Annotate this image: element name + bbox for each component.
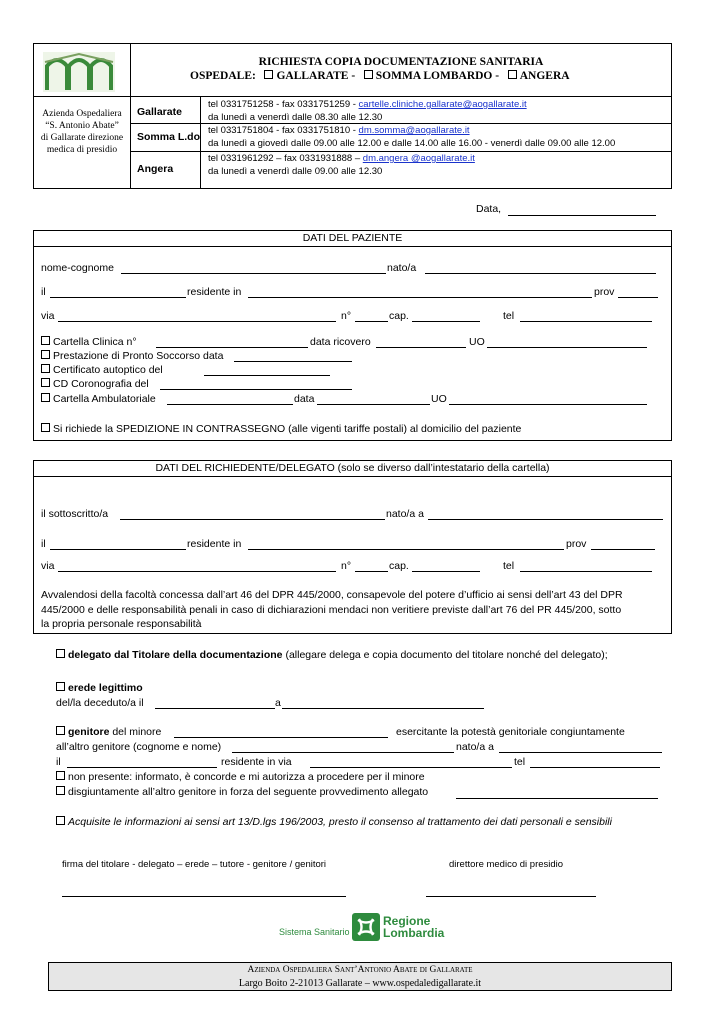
- patient-birthplace-label: nato/a: [387, 262, 417, 274]
- potesta-label: esercitante la potestà genitoriale congiuntamente: [396, 726, 625, 738]
- ambulatoriale-uo-label: UO: [431, 393, 447, 405]
- ospedale-label: OSPEDALE:: [190, 70, 256, 82]
- site-hours-gallarate: da lunedì a venerdì dalle 08.30 alle 12.30: [208, 112, 383, 123]
- non-presente-option: non presente: informato, è concorde e mi autorizza a procedere per il minore: [56, 771, 425, 784]
- patient-tel-field[interactable]: [520, 321, 652, 322]
- genitore-tel-label: tel: [514, 756, 526, 768]
- hospital-options: [190, 70, 570, 83]
- email-link-somma[interactable]: dm.somma@aogallarate.it: [358, 125, 470, 136]
- uo-field[interactable]: [487, 347, 647, 348]
- patient-birthplace-field[interactable]: [425, 273, 656, 274]
- direttore-label: direttore medico di presidio: [449, 859, 564, 870]
- requester-number-field[interactable]: [355, 571, 388, 572]
- footer-line2: Largo Boito 2-21013 Gallarate – www.ospedaledigallarate.it: [238, 978, 482, 989]
- spedizione-option: Si richiede la SPEDIZIONE IN CONTRASSEGNO (alle vigenti tariffe postali) al domicilio del paziente: [41, 423, 521, 436]
- cartella-clinica-checkbox[interactable]: [41, 336, 50, 345]
- cartella-ambulatoriale-option: Cartella Ambulatoriale: [41, 393, 156, 406]
- patient-residence-field[interactable]: [248, 297, 592, 298]
- patient-street-label: via: [41, 310, 55, 322]
- genitore-residence-field[interactable]: [310, 767, 512, 768]
- requester-birthplace-field[interactable]: [428, 519, 663, 520]
- patient-prov-field[interactable]: [618, 297, 658, 298]
- declaration-text: Avvalendosi della facoltà concessa dall’art 46 del DPR 445/2000, consapevole del potere d’ufficio ai sensi dell’art 43 del DPR 445/2000 e delle responsabilità penali in caso di dichiarazioni mendaci non veritiere previste dall’art 76 del PR 445/200, sotto la propria personale responsabilità: [41, 589, 623, 630]
- patient-prov-label: prov: [594, 286, 615, 298]
- regione-lombardia-logo-icon: [352, 913, 380, 941]
- deceduto-place-field[interactable]: [282, 708, 484, 709]
- requester-street-label: via: [41, 560, 55, 572]
- requester-birthdate-field[interactable]: [50, 549, 186, 550]
- direttore-signature-line[interactable]: [426, 896, 596, 897]
- requester-name-field[interactable]: [120, 519, 385, 520]
- minore-name-field[interactable]: [174, 737, 388, 738]
- requester-birthdate-label: il: [41, 538, 46, 550]
- pronto-soccorso-checkbox[interactable]: [41, 350, 50, 359]
- genitore-birthdate-label: il: [56, 756, 61, 768]
- altro-genitore-label: all’altro genitore (cognome e nome): [56, 741, 222, 753]
- deceduto-label: del/la deceduto/a il: [56, 697, 144, 709]
- site-name-somma: Somma L.do: [137, 131, 201, 143]
- site-hours-somma: da lunedì a giovedì dalle 09.00 alle 12.00 e dalle 14.00 alle 16.00 - venerdì dalle 09.00 alle 12.00: [208, 138, 616, 149]
- footer-line1: Azienda Ospedaliera Sant’Antonio Abate di Gallarate: [247, 965, 473, 975]
- patient-birthdate-label: il: [41, 286, 46, 298]
- erede-checkbox[interactable]: [56, 682, 65, 691]
- cartella-clinica-option: Cartella Clinica n°: [41, 336, 137, 349]
- disgiuntamente-option: disgiuntamente all’altro genitore in forza del seguente provvedimento allegato: [56, 786, 428, 799]
- requester-birthplace-label: nato/a a: [386, 508, 424, 520]
- requester-cap-field[interactable]: [412, 571, 480, 572]
- requester-tel-label: tel: [503, 560, 515, 572]
- sistema-sanitario-text: Sistema Sanitario: [279, 927, 350, 937]
- deceduto-date-field[interactable]: [155, 708, 275, 709]
- altro-genitore-birthplace-label: nato/a a: [456, 741, 494, 753]
- uo-label: UO: [469, 336, 485, 348]
- somma-option: SOMMA LOMBARDO -: [375, 70, 500, 82]
- site-hours-angera: da lunedì a venerdì dalle 09.00 alle 12.30: [208, 166, 383, 177]
- deceduto-place-label: a: [275, 697, 281, 709]
- requester-name-label: il sottoscritto/a: [41, 508, 109, 520]
- delegato-checkbox[interactable]: [56, 649, 65, 658]
- somma-checkbox[interactable]: [364, 70, 373, 79]
- date-field[interactable]: [508, 215, 656, 216]
- genitore-birthdate-field[interactable]: [67, 767, 217, 768]
- email-link-gallarate[interactable]: cartelle.cliniche.gallarate@aogallarate.it: [358, 99, 527, 110]
- requester-cap-label: cap.: [389, 560, 409, 572]
- certificato-option: Certificato autoptico del: [41, 364, 163, 377]
- requester-street-field[interactable]: [58, 571, 336, 572]
- patient-birthdate-field[interactable]: [50, 297, 186, 298]
- site-name-gallarate: Gallarate: [137, 106, 182, 118]
- patient-tel-label: tel: [503, 310, 515, 322]
- altro-genitore-field[interactable]: [232, 752, 454, 753]
- patient-cap-label: cap.: [389, 310, 409, 322]
- data-ricovero-label: data ricovero: [310, 336, 371, 348]
- form-title: RICHIESTA COPIA DOCUMENTAZIONE SANITARIA: [258, 56, 544, 68]
- angera-checkbox[interactable]: [508, 70, 517, 79]
- patient-number-field[interactable]: [355, 321, 388, 322]
- cartella-number-field[interactable]: [156, 347, 308, 348]
- pronto-soccorso-date-field[interactable]: [234, 361, 352, 362]
- disgiuntamente-checkbox[interactable]: [56, 786, 65, 795]
- consenso-checkbox[interactable]: [56, 816, 65, 825]
- firma-label: firma del titolare - delegato – erede – tutore - genitore / genitori: [62, 859, 327, 870]
- requester-number-label: n°: [341, 560, 352, 572]
- genitore-checkbox[interactable]: [56, 726, 65, 735]
- regione-text: Regione: [383, 914, 431, 928]
- site-name-angera: Angera: [137, 163, 174, 175]
- org-name: Azienda Ospedaliera “S. Antonio Abate” di Gallarate direzione medica di presidio: [40, 109, 124, 155]
- certificato-checkbox[interactable]: [41, 364, 50, 373]
- certificato-date-field[interactable]: [204, 375, 330, 376]
- requester-tel-field[interactable]: [520, 571, 652, 572]
- patient-number-label: n°: [341, 310, 352, 322]
- non-presente-checkbox[interactable]: [56, 771, 65, 780]
- consenso-option: Acquisite le informazioni ai sensi art 13/D.lgs 196/2003, presto il consenso al trattamento dei dati personali e sensibili: [56, 816, 612, 829]
- cd-coronografia-checkbox[interactable]: [41, 378, 50, 387]
- gallarate-checkbox[interactable]: [264, 70, 273, 79]
- spedizione-checkbox[interactable]: [41, 423, 50, 432]
- cartella-ambulatoriale-field[interactable]: [167, 404, 293, 405]
- patient-name-label: nome-cognome: [41, 262, 114, 274]
- patient-name-field[interactable]: [121, 273, 386, 274]
- site-contact-somma: tel 0331751804 - fax 0331751810 - dm.somma@aogallarate.it: [208, 125, 470, 136]
- cd-coronografia-option: CD Coronografia del: [41, 378, 149, 391]
- patient-section-title: DATI DEL PAZIENTE: [302, 232, 403, 244]
- genitore-option: genitore del minore: [56, 726, 161, 739]
- hospital-logo-icon: [43, 52, 115, 92]
- angera-option: ANGERA: [519, 70, 570, 82]
- requester-prov-label: prov: [566, 538, 587, 550]
- requester-residence-field[interactable]: [248, 549, 564, 550]
- patient-street-field[interactable]: [58, 321, 336, 322]
- pronto-soccorso-option: Prestazione di Pronto Soccorso data: [41, 350, 223, 363]
- altro-genitore-birthplace-field[interactable]: [499, 752, 662, 753]
- email-link-angera[interactable]: dm.angera @aogallarate.it: [362, 153, 475, 164]
- cartella-ambulatoriale-checkbox[interactable]: [41, 393, 50, 402]
- requester-prov-field[interactable]: [591, 549, 655, 550]
- ambulatoriale-data-label: data: [294, 393, 315, 405]
- genitore-tel-field[interactable]: [530, 767, 660, 768]
- patient-residence-label: residente in: [187, 286, 242, 298]
- date-label: Data,: [476, 203, 502, 215]
- cd-coronografia-date-field[interactable]: [160, 389, 352, 390]
- firma-signature-line[interactable]: [62, 896, 346, 897]
- ambulatoriale-uo-field[interactable]: [449, 404, 647, 405]
- ambulatoriale-date-field[interactable]: [317, 404, 430, 405]
- patient-cap-field[interactable]: [412, 321, 480, 322]
- provvedimento-field[interactable]: [456, 798, 658, 799]
- gallarate-option: GALLARATE -: [276, 70, 356, 82]
- site-contact-angera: tel 0331961292 – fax 0331931888 – dm.angera @aogallarate.it: [208, 153, 475, 164]
- data-ricovero-field[interactable]: [376, 347, 466, 348]
- delegato-option: delegato dal Titolare della documentazione (allegare delega e copia documento del titolare nonché del delegato);: [56, 649, 608, 662]
- requester-residence-label: residente in: [187, 538, 242, 550]
- genitore-residence-label: residente in via: [221, 756, 292, 768]
- erede-option: erede legittimo: [56, 682, 143, 695]
- lombardia-text: Lombardia: [383, 926, 445, 940]
- requester-section-title: DATI DEL RICHIEDENTE/DELEGATO (solo se diverso dall’intestatario della cartella): [155, 462, 550, 474]
- site-contact-gallarate: tel 0331751258 - fax 0331751259 - cartelle.cliniche.gallarate@aogallarate.it: [208, 99, 527, 110]
